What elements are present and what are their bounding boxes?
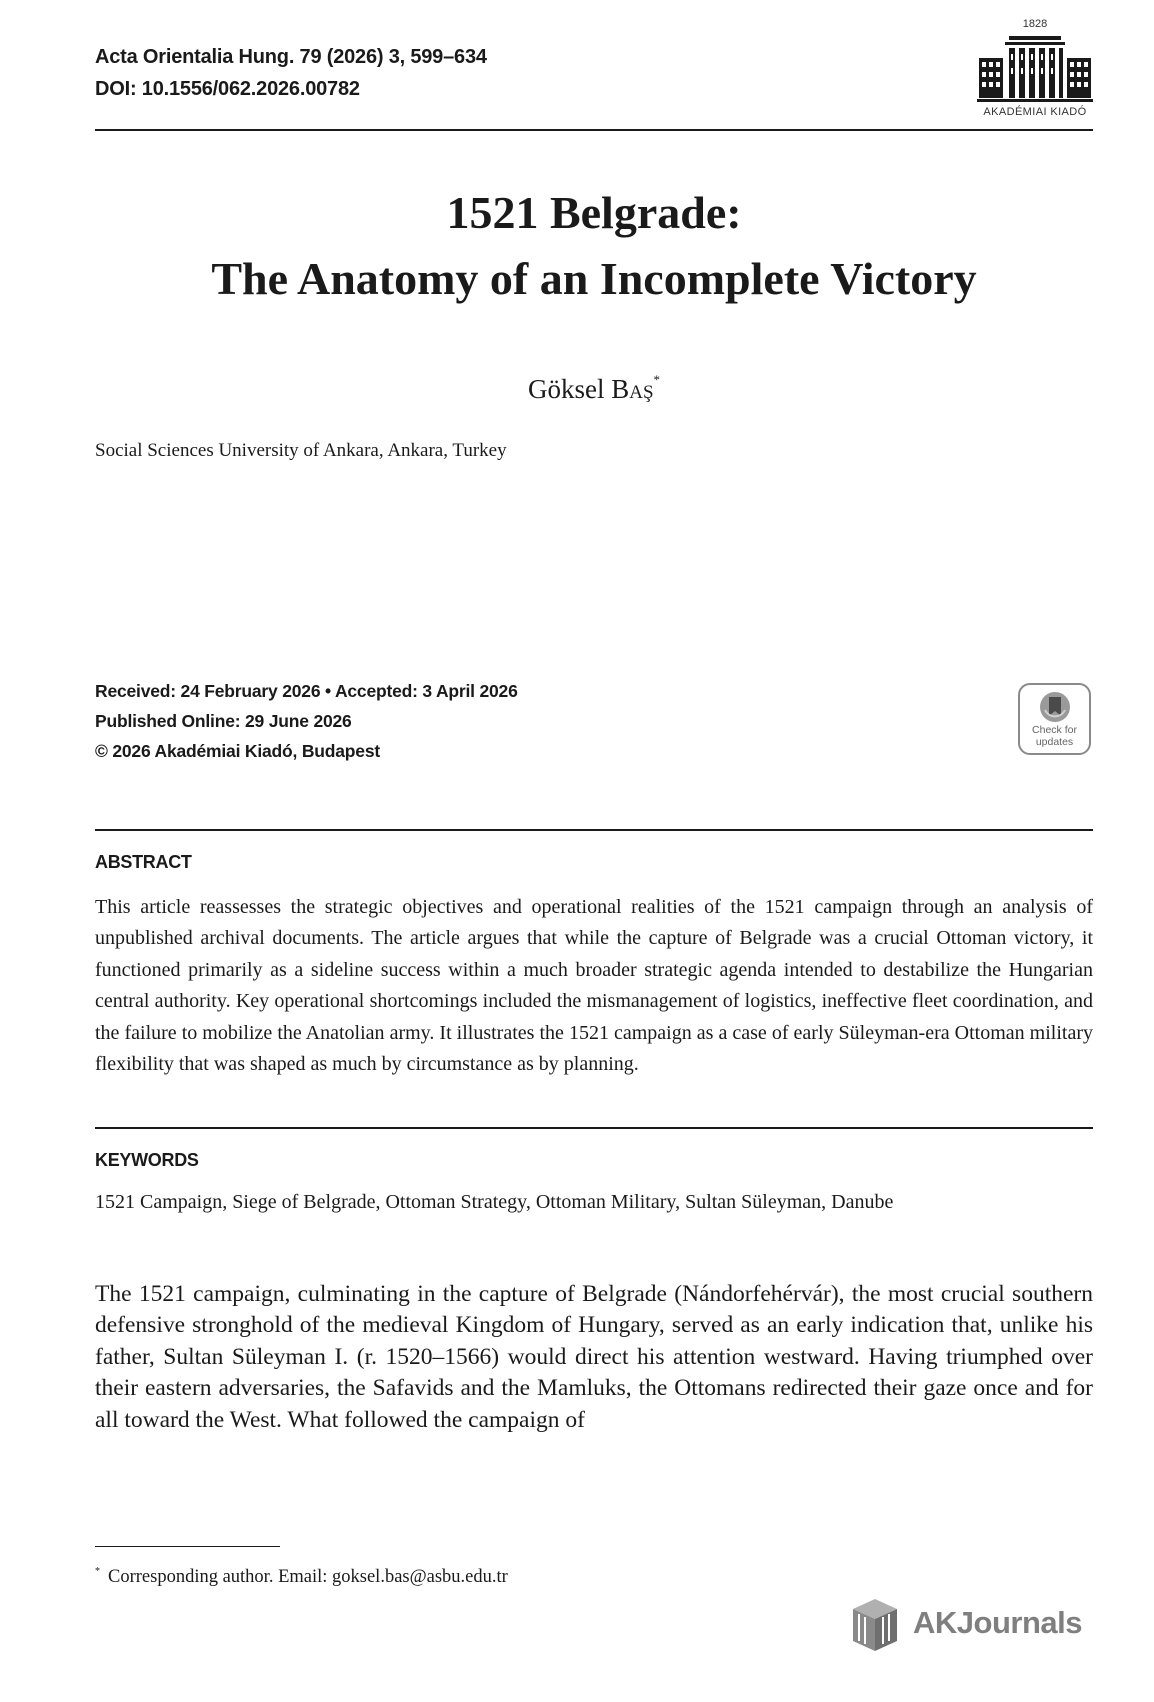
books-icon: [845, 1595, 907, 1655]
keywords-heading: KEYWORDS: [95, 1150, 199, 1170]
title-line-2: The Anatomy of an Incomplete Victory: [211, 253, 977, 304]
body-paragraph: The 1521 campaign, culminating in the capture of Belgrade (Nándorfehérvár), the most crucial southern defensive stronghold of the medieval Kingdom of Hungary, served as an early indication that, unlike his father, Sultan Süleyman I. (r. 1520–1566) would direct his attention westward. Having triumphed over their eastern adversaries, the Safavids and the Mamluks, the Ottomans redirected their gaze once and for all toward the West. What followed the campaign of: [95, 1281, 1093, 1433]
publisher-name: AKADÉMIAI KIADÓ: [983, 106, 1087, 118]
footnote-text: Corresponding author. Email: goksel.bas@asbu.edu.tr: [108, 1567, 508, 1587]
check-updates-label-1: Check for: [1032, 724, 1077, 736]
author-footnote-marker[interactable]: *: [653, 372, 661, 387]
author-family-name: Baş: [611, 374, 654, 404]
akjournals-logo[interactable]: [845, 1595, 1095, 1655]
journal-citation: [95, 46, 487, 69]
journal-issue: 79 (2026) 3, 599–634: [299, 46, 487, 68]
title-line-1: 1521 Belgrade:: [446, 187, 742, 238]
abstract-bottom-divider: [95, 1127, 1093, 1129]
abstract-top-divider: [95, 829, 1093, 831]
article-title: [95, 180, 1093, 312]
check-updates-label-2: updates: [1035, 736, 1074, 748]
bookmark-check-icon: [1038, 690, 1072, 724]
doi-link[interactable]: DOI: 10.1556/062.2026.00782: [95, 78, 360, 100]
check-for-updates-button[interactable]: [1018, 683, 1091, 755]
author-name[interactable]: [95, 372, 1093, 405]
footnote-marker: *: [95, 1566, 100, 1577]
published-online-date: Published Online: 29 June 2026: [95, 711, 352, 731]
copyright-line: © 2026 Akadémiai Kiadó, Budapest: [95, 741, 380, 761]
publisher-year: 1828: [1022, 18, 1048, 30]
author-affiliation: Social Sciences University of Ankara, Ankara, Turkey: [95, 440, 507, 461]
received-accepted-dates: Received: 24 February 2026 • Accepted: 3 April 2026: [95, 681, 518, 701]
author-given-name: Göksel: [527, 374, 612, 404]
footnote-divider: [95, 1546, 280, 1547]
abstract-heading: ABSTRACT: [95, 852, 192, 872]
journal-name: Acta Orientalia Hung.: [95, 46, 295, 68]
abstract-text: This article reassesses the strategic objectives and operational realities of the 1521 campaign through an analysis of unpublished archival documents. The article argues that while the capture of Belgrade was a crucial Ottoman victory, it functioned primarily as a sideline success within a much broader strategic agenda intended to destabilize the Hungarian central authority. Key operational shortcomings included the mismanagement of logistics, ineffective fleet coordination, and the failure to mobilize the Anatolian army. It illustrates the 1521 campaign as a case of early Süleyman-era Ottoman military flexibility that was shaped as much by circumstance as by planning.: [95, 896, 1093, 1076]
building-columns-icon: [975, 34, 1095, 104]
publisher-logo: [975, 18, 1095, 123]
footnote: [95, 1566, 508, 1588]
header-divider: [95, 129, 1093, 131]
akjournals-wordmark: AKJournals: [913, 1605, 1082, 1640]
keywords-list: 1521 Campaign, Siege of Belgrade, Ottoman Strategy, Ottoman Military, Sultan Süleyman, Danube: [95, 1191, 894, 1213]
